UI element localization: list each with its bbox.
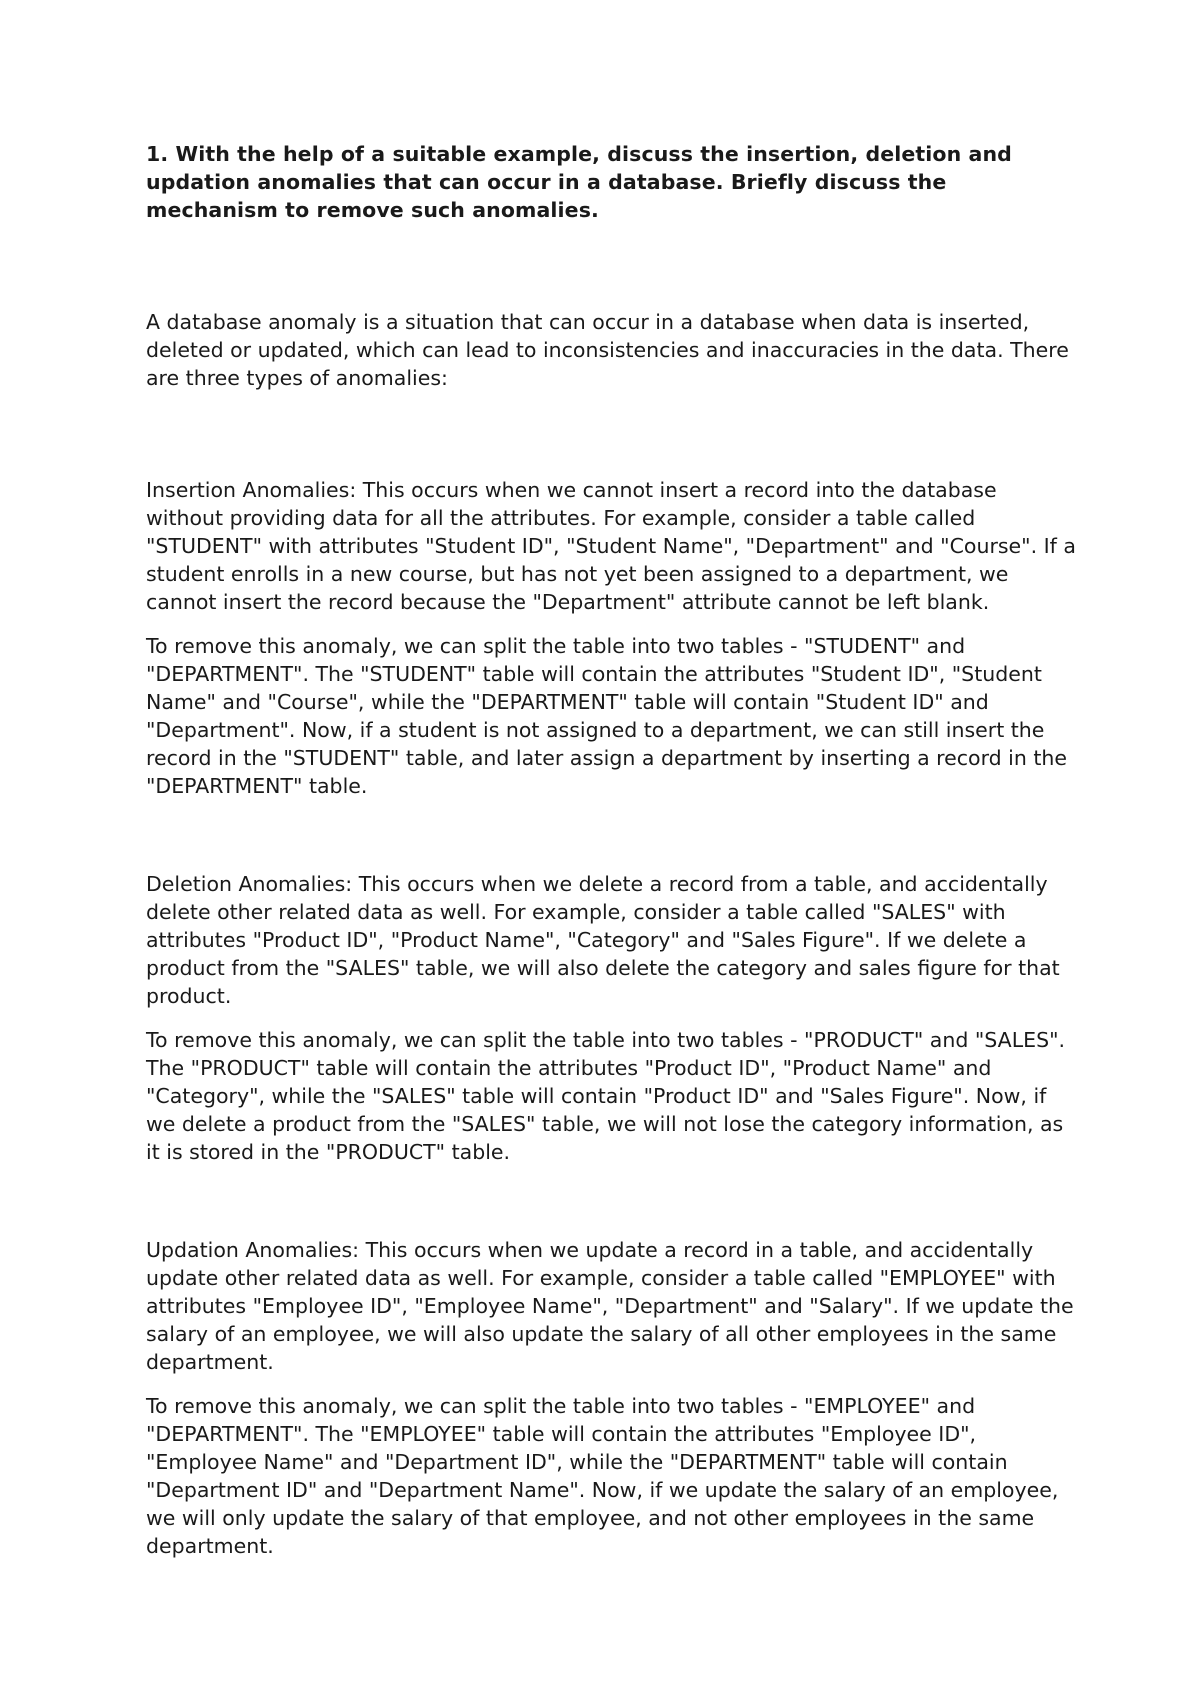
question-heading: 1. With the help of a suitable example, discuss the insertion, deletion and updation anomalies that can occur in a database. Briefly discuss the mechanism to remove such anomalies. <box>146 142 1012 222</box>
document-page <box>146 140 1076 1560</box>
deletion-description: Deletion Anomalies: This occurs when we delete a record from a table, and accidentally delete other related data as well. For example, consider a table called "SALES" with attributes "Product ID", "Product Name", "Category" and "Sales Figure". If we delete a product from the "SALES" table, we will also delete the category and sales figure for that product. <box>146 872 1060 1008</box>
updation-remedy: To remove this anomaly, we can split the table into two tables - "EMPLOYEE" and "DEPARTMENT". The "EMPLOYEE" table will contain the attributes "Employee ID", "Employee Name" and "Department ID", while the "DEPARTMENT" table will contain "Department ID" and "Department Name". Now, if we update the salary of an employee, we will only update the salary of that employee, and not other employees in the same department. <box>146 1394 1059 1558</box>
intro-paragraph: A database anomaly is a situation that can occur in a database when data is inserted, deleted or updated, which can lead to inconsistencies and inaccuracies in the data. There are three types of anomalies: <box>146 310 1069 390</box>
insertion-remedy: To remove this anomaly, we can split the table into two tables - "STUDENT" and "DEPARTMENT". The "STUDENT" table will contain the attributes "Student ID", "Student Name" and "Course", while the "DEPARTMENT" table will contain "Student ID" and "Department". Now, if a student is not assigned to a department, we can still insert the record in the "STUDENT" table, and later assign a department by inserting a record in the "DEPARTMENT" table. <box>146 634 1068 798</box>
deletion-remedy: To remove this anomaly, we can split the table into two tables - "PRODUCT" and "SALES". The "PRODUCT" table will contain the attributes "Product ID", "Product Name" and "Category", while the "SALES" table will contain "Product ID" and "Sales Figure". Now, if we delete a product from the "SALES" table, we will not lose the category information, as it is stored in the "PRODUCT" table. <box>146 1028 1066 1164</box>
updation-description: Updation Anomalies: This occurs when we update a record in a table, and accidentally update other related data as well. For example, consider a table called "EMPLOYEE" with attributes "Employee ID", "Employee Name", "Department" and "Salary". If we update the salary of an employee, we will also update the salary of all other employees in the same department. <box>146 1238 1074 1374</box>
insertion-description: Insertion Anomalies: This occurs when we cannot insert a record into the database without providing data for all the attributes. For example, consider a table called "STUDENT" with attributes "Student ID", "Student Name", "Department" and "Course". If a student enrolls in a new course, but has not yet been assigned to a department, we cannot insert the record because the "Department" attribute cannot be left blank. <box>146 478 1076 614</box>
